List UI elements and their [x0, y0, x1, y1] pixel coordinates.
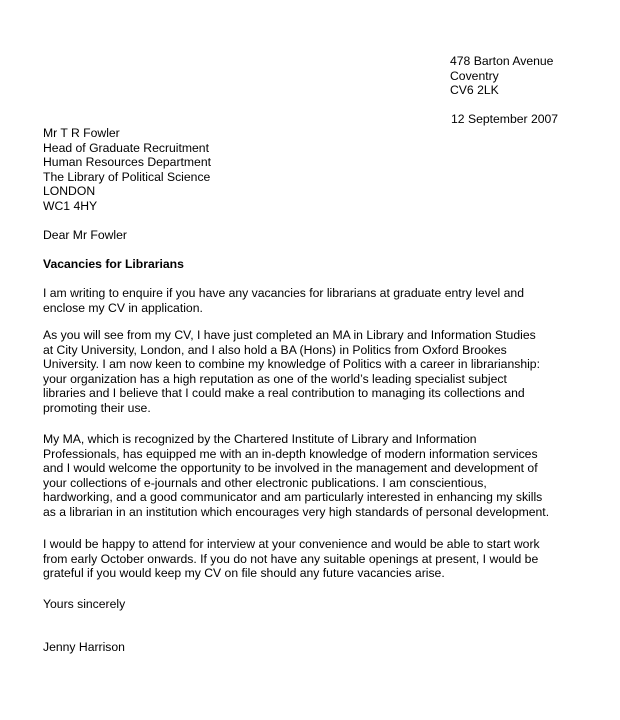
paragraph-line: from early October onwards. If you do not have any suitable openings at present, I would be: [43, 551, 539, 566]
sender-address-line: CV6 2LK: [450, 83, 499, 98]
letter-date: 12 September 2007: [451, 112, 559, 126]
recipient-address: [43, 126, 211, 214]
salutation: Dear Mr Fowler: [43, 228, 127, 242]
body-paragraph-2: [43, 328, 540, 416]
paragraph-line: at City University, London, and I also hold a BA (Hons) in Politics from Oxford Brookes: [43, 342, 507, 357]
paragraph-line: University. I am now keen to combine my knowledge of Politics with a career in librarianship:: [43, 357, 540, 372]
recipient-line: LONDON: [43, 184, 96, 199]
recipient-line: Mr T R Fowler: [43, 126, 120, 140]
recipient-line: Human Resources Department: [43, 155, 211, 170]
paragraph-line: grateful if you would keep my CV on file should any future vacancies arise.: [43, 566, 445, 581]
recipient-line: The Library of Political Science: [43, 169, 211, 184]
sender-address-line: 478 Barton Avenue: [450, 54, 554, 68]
paragraph-line: Professionals, has equipped me with an in-depth knowledge of modern information services: [43, 446, 538, 461]
body-paragraph-4: [43, 537, 540, 581]
paragraph-line: as a librarian in an institution which encourages very high standards of personal development.: [43, 504, 550, 519]
paragraph-line: I would be happy to attend for interview at your convenience and would be able to start work: [43, 537, 540, 551]
paragraph-line: My MA, which is recognized by the Chartered Institute of Library and Information: [43, 432, 477, 446]
sender-address: [450, 54, 553, 98]
paragraph-line: As you will see from my CV, I have just completed an MA in Library and Information Studies: [43, 328, 536, 342]
paragraph-line: your collections of e-journals and other electronic publications. I am conscientious,: [43, 475, 487, 490]
paragraph-line: I am writing to enquire if you have any vacancies for librarians at graduate entry level and: [43, 286, 524, 300]
paragraph-line: and I would welcome the opportunity to be involved in the management and development of: [43, 461, 538, 476]
paragraph-line: promoting their use.: [43, 400, 151, 415]
recipient-line: WC1 4HY: [43, 198, 98, 213]
paragraph-line: your organization has a high reputation as one of the world’s leading specialist subject: [43, 371, 507, 386]
closing: Yours sincerely: [43, 597, 126, 611]
signature-name: Jenny Harrison: [43, 640, 125, 654]
body-paragraph-3: [43, 432, 549, 520]
body-paragraph-1: [43, 286, 524, 315]
sender-address-line: Coventry: [450, 68, 499, 83]
paragraph-line: libraries and I believe that I could make a real contribution to managing its collections and: [43, 386, 525, 401]
subject-line: Vacancies for Librarians: [43, 257, 184, 271]
recipient-line: Head of Graduate Recruitment: [43, 140, 209, 155]
paragraph-line: enclose my CV in application.: [43, 300, 203, 315]
paragraph-line: hardworking, and a good communicator and am particularly interested in enhancing my skills: [43, 490, 543, 505]
